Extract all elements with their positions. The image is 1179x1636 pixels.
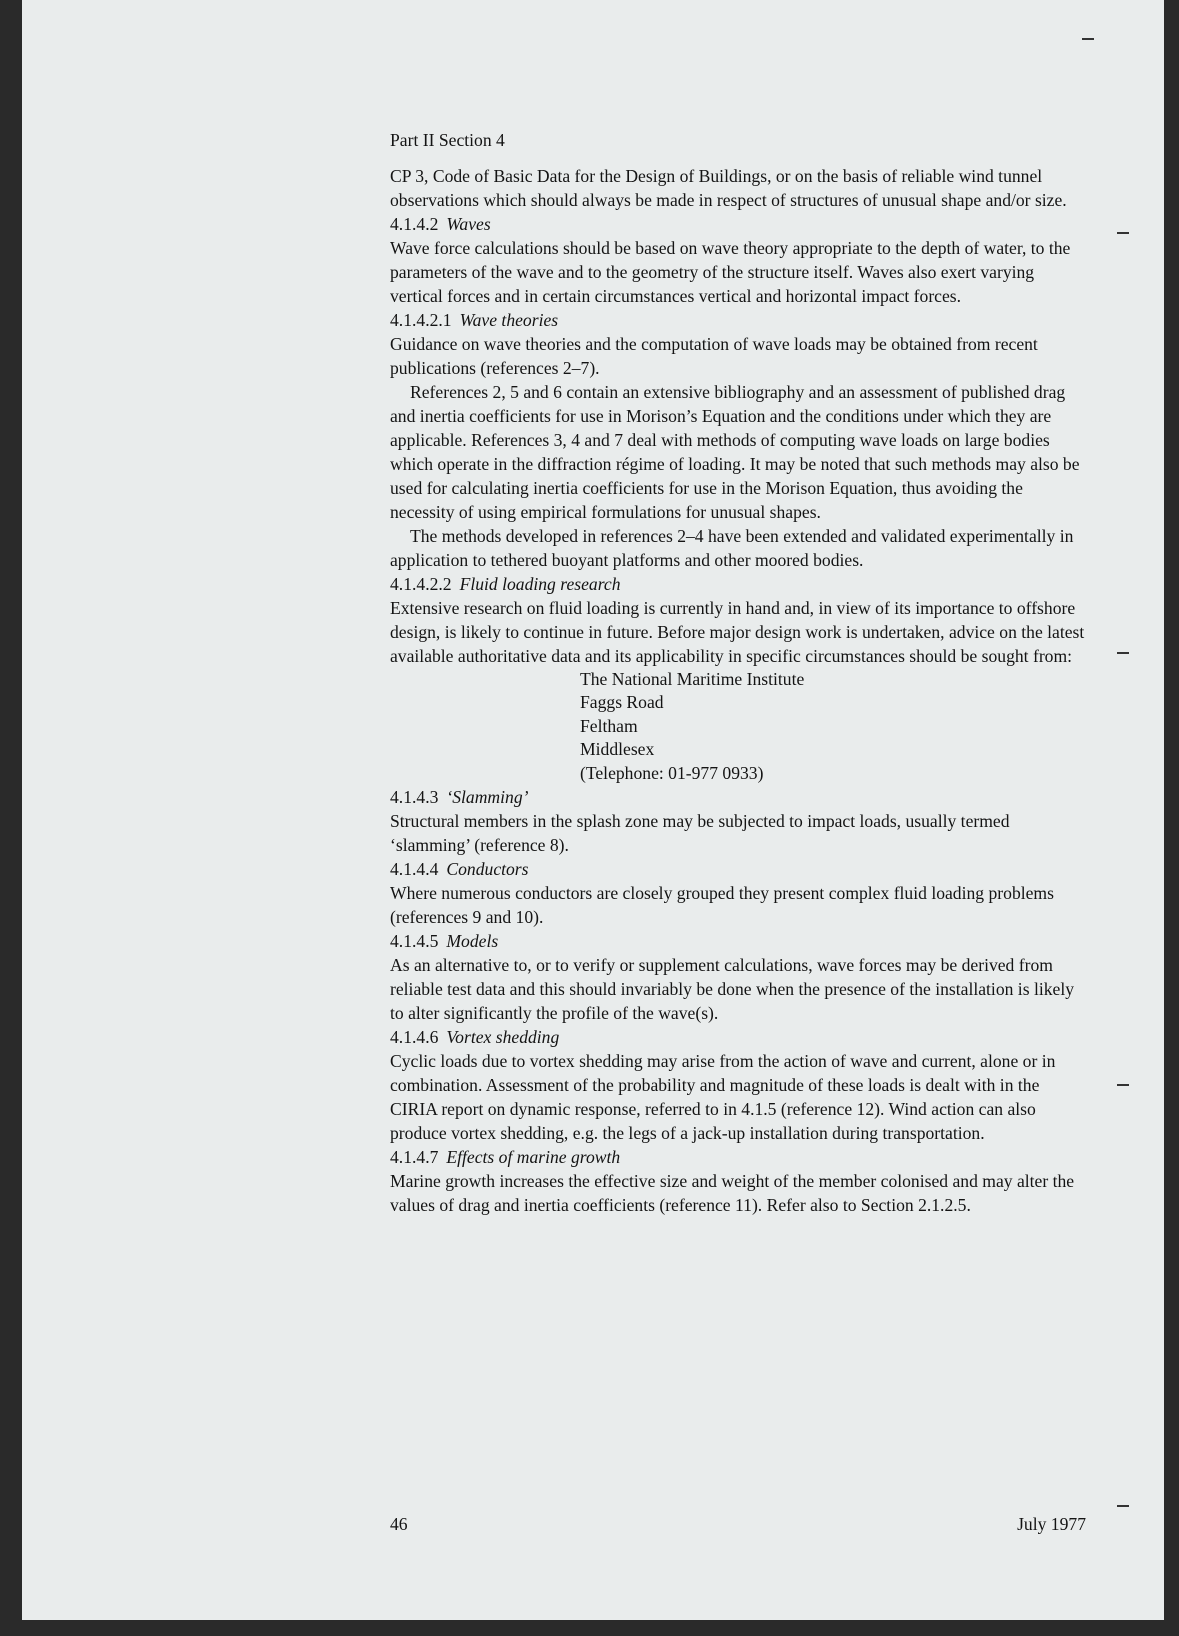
section-heading-marine-growth: 4.1.4.7 Effects of marine growth xyxy=(390,1147,621,1168)
vortex-shedding-paragraph: Cyclic loads due to vortex shedding may arise from the action of wave and current, alone or in combination. Assessment of the probability and magnitude of these loads is dealt with in the CIRIA report on dynamic response, referred to in 4.1.5 (reference 12). Wind action can also produce vortex shedding, e.g. the legs of a jack-up installation during transportation. xyxy=(390,1051,1056,1144)
address-line: Faggs Road xyxy=(580,692,664,713)
address-telephone: (Telephone: 01-977 0933) xyxy=(580,762,764,783)
address-line: Middlesex xyxy=(580,739,655,760)
scan-mark xyxy=(1117,652,1129,654)
page-content xyxy=(390,128,1086,1217)
wave-theories-paragraph-3: The methods developed in references 2–4 have been extended and validated experimentally in application to tethered buoyant platforms and other moored bodies. xyxy=(390,526,1074,570)
section-heading-conductors: 4.1.4.4 Conductors xyxy=(390,859,529,880)
intro-paragraph: CP 3, Code of Basic Data for the Design of Buildings, or on the basis of reliable wind tunnel observations which should always be made in respect of structures of unusual shape and/or size. xyxy=(390,166,1067,210)
publication-date: July 1977 xyxy=(1017,1514,1086,1534)
institute-address xyxy=(580,668,1086,785)
page-number: 46 xyxy=(390,1514,408,1534)
page-header: Part II Section 4 xyxy=(390,130,505,150)
conductors-paragraph: Where numerous conductors are closely grouped they present complex fluid loading problems (references 9 and 10). xyxy=(390,883,1054,928)
section-heading-models: 4.1.4.5 Models xyxy=(390,931,499,952)
wave-theories-paragraph-2: References 2, 5 and 6 contain an extensive bibliography and an assessment of published drag and inertia coefficients for use in Morison’s Equation and the conditions under which they are applicable. References 3, 4 and 7 deal with methods of computing wave loads on large bodies which operate in the diffraction régime of loading. It may be noted that such methods may also be used for calculating inertia coefficients for use in the Morison Equation, thus avoiding the necessity of using empirical formulations for unusual shapes. xyxy=(390,382,1080,522)
section-heading-slamming: 4.1.4.3 ‘Slamming’ xyxy=(390,787,529,808)
section-heading-waves: 4.1.4.2 Waves xyxy=(390,214,491,234)
scan-mark xyxy=(1117,1505,1129,1507)
section-heading-vortex-shedding: 4.1.4.6 Vortex shedding xyxy=(390,1027,560,1048)
fluid-loading-paragraph: Extensive research on fluid loading is currently in hand and, in view of its importance to offshore design, is likely to continue in future. Before major design work is undertaken, advice on the latest available authoritative data and its applicability in specific circumstances should be sought from: xyxy=(390,598,1085,666)
waves-paragraph: Wave force calculations should be based on wave theory appropriate to the depth of water, to the parameters of the wave and to the geometry of the structure itself. Waves also exert varying vertical forces and in certain circumstances vertical and horizontal impact forces. xyxy=(390,238,1071,306)
marine-growth-paragraph: Marine growth increases the effective size and weight of the member colonised and may alter the values of drag and inertia coefficients (reference 11). Refer also to Section 2.1.2.5. xyxy=(390,1171,1075,1216)
slamming-paragraph: Structural members in the splash zone may be subjected to impact loads, usually termed ‘slamming’ (reference 8). xyxy=(390,811,1010,856)
section-heading-fluid-loading: 4.1.4.2.2 Fluid loading research xyxy=(390,574,621,594)
wave-theories-paragraph-1: Guidance on wave theories and the computation of wave loads may be obtained from recent publications (references 2–7). xyxy=(390,334,1038,378)
models-paragraph: As an alternative to, or to verify or supplement calculations, wave forces may be derived from reliable test data and this should invariably be done when the presence of the installation is likely to alter significantly the profile of the wave(s). xyxy=(390,955,1075,1024)
scan-mark xyxy=(1117,232,1129,234)
document-page xyxy=(22,0,1164,1620)
address-line: The National Maritime Institute xyxy=(580,669,805,689)
scan-mark xyxy=(1082,38,1094,40)
scan-mark xyxy=(1117,1084,1129,1086)
address-line: Feltham xyxy=(580,715,638,736)
section-heading-wave-theories: 4.1.4.2.1 Wave theories xyxy=(390,310,559,330)
